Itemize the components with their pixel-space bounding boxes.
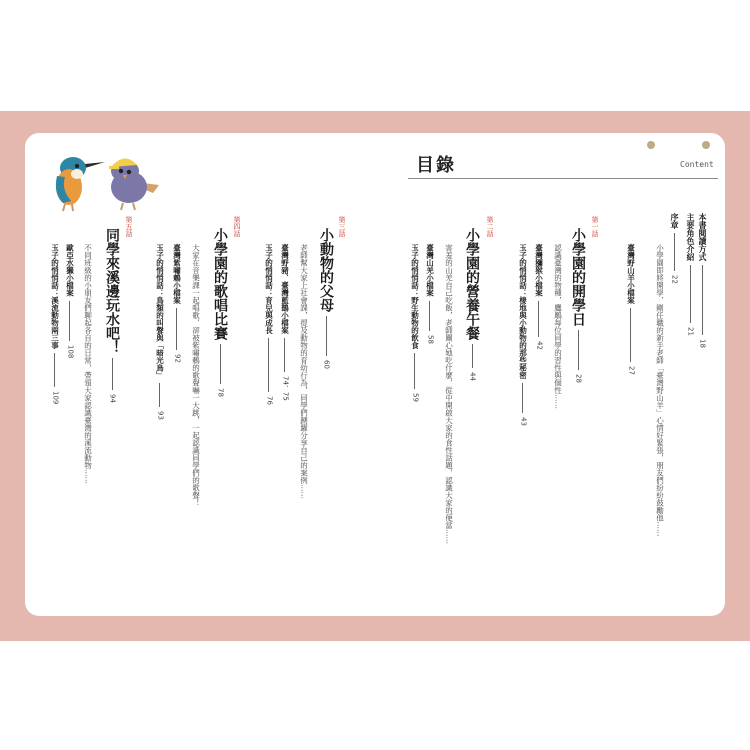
- toc-entry-chapter-3-sub-1[interactable]: 臺灣野豬、臺灣藍鵲小檔案 74、75: [280, 244, 290, 401]
- chapter-5-description: 不同班級的小朋友們聊起各自的日常，帶領大家認識臺灣的溪流動物……: [83, 244, 93, 484]
- leader-line: [538, 301, 539, 337]
- chapter-2-description: 害羞的山羌自己吃飯，老師關心她吃什麼，從中開啟大家的食性話題，認識大家的便當……: [444, 244, 454, 544]
- leader-line: [112, 358, 113, 390]
- kingfisher-icon: [56, 157, 105, 211]
- toc-entry-chapter-2[interactable]: 小學園的營養午餐 44: [464, 228, 480, 381]
- chapter-4-description: 大家在音樂課一起唱歌，卻被紫嘯鶇的歌聲嚇一大跳，一起認識同學們的歌聲！: [191, 244, 201, 507]
- page-title: 目錄: [416, 155, 456, 176]
- chapter-3-episode: 第三話: [338, 216, 346, 237]
- leader-line: [54, 353, 55, 387]
- leader-line: [268, 338, 269, 392]
- toc-entry-chapter-1-sub-1[interactable]: 臺灣獼猴小檔案 42: [534, 244, 544, 350]
- leader-line: [522, 383, 523, 413]
- toc-entry-prologue[interactable]: 序章 22: [670, 213, 679, 284]
- leader-line: [630, 308, 631, 362]
- leader-line: [690, 265, 691, 323]
- chapter-2-episode: 第二話: [486, 216, 494, 237]
- toc-entry-chapter-1[interactable]: 小學園的開學日 28: [570, 228, 586, 383]
- leader-line: [176, 308, 177, 350]
- toc-page-card: [25, 133, 725, 616]
- toc-entry-chapter-5[interactable]: 同學來溪邊玩水吧！ 94: [104, 228, 120, 403]
- leader-line: [702, 265, 703, 335]
- toc-entry-chapter-2-sub-1[interactable]: 臺灣山羌小檔案 58: [425, 244, 435, 344]
- toc-entry-chapter-4-sub-1[interactable]: 臺灣紫嘯鶇小檔案 92: [172, 244, 182, 363]
- toc-entry-chapter-2-sub-2[interactable]: 玉子的悄悄話：野生動物的飲食 59: [410, 244, 420, 402]
- leader-line: [284, 338, 285, 372]
- title-divider: [408, 178, 718, 179]
- toc-entry-characters[interactable]: 主要角色介紹 21: [686, 213, 695, 336]
- leader-line: [578, 330, 579, 370]
- toc-entry-reading-guide[interactable]: 本書閱讀方式 18: [698, 213, 707, 348]
- leader-line: [220, 344, 221, 384]
- leader-line: [414, 353, 415, 389]
- toc-entry-chapter-1-sub-2[interactable]: 玉子的悄悄話：棲地與小動物的那些秘密 43: [518, 244, 528, 426]
- chapter-3-description: 老師幫大家上社會課，提及動物的育幼行為，同學們踴躍分享自己的案例……: [299, 244, 309, 499]
- chapter-4-episode: 第四話: [233, 216, 241, 237]
- page-title-english: Content: [680, 160, 714, 169]
- chapter-5-episode: 第五話: [125, 216, 133, 237]
- blue-bird-icon: [109, 158, 159, 210]
- toc-entry-chapter-3[interactable]: 小動物的父母 60: [318, 228, 334, 369]
- chapter-1-episode: 第一話: [591, 216, 599, 237]
- prologue-description: 小學園即將開學，剛任職的新手老師「臺灣野山羊」心情好緊張，朋友們紛紛鼓勵他……: [655, 244, 665, 537]
- toc-entry-chapter-5-sub-2[interactable]: 玉子的悄悄話：溪流動物兩三事 109: [50, 244, 60, 405]
- toc-entry-chapter-5-sub-1[interactable]: 歐亞水獺小檔案 108: [65, 244, 75, 358]
- toc-entry-goat-profile[interactable]: 臺灣野山羊小檔案 27: [626, 244, 636, 375]
- birds-illustration: [25, 141, 165, 213]
- chapter-1-description: 認識臺灣的物種，鷹鵰每位同學的習性與個性……: [553, 244, 563, 409]
- leader-line: [472, 344, 473, 368]
- decorative-dot: [702, 141, 710, 149]
- toc-entry-chapter-4-sub-2[interactable]: 玉子的悄悄話：鳥類的叫聲與「暗光鳥」 93: [155, 244, 165, 420]
- decorative-dot: [647, 141, 655, 149]
- leader-line: [326, 316, 327, 356]
- leader-line: [159, 383, 160, 407]
- leader-line: [69, 301, 70, 341]
- leader-line: [429, 301, 430, 331]
- leader-line: [674, 233, 675, 271]
- toc-entry-chapter-4[interactable]: 小學園的歌唱比賽 78: [212, 228, 228, 397]
- toc-entry-chapter-3-sub-2[interactable]: 玉子的悄悄話：育兒與成長 76: [264, 244, 274, 405]
